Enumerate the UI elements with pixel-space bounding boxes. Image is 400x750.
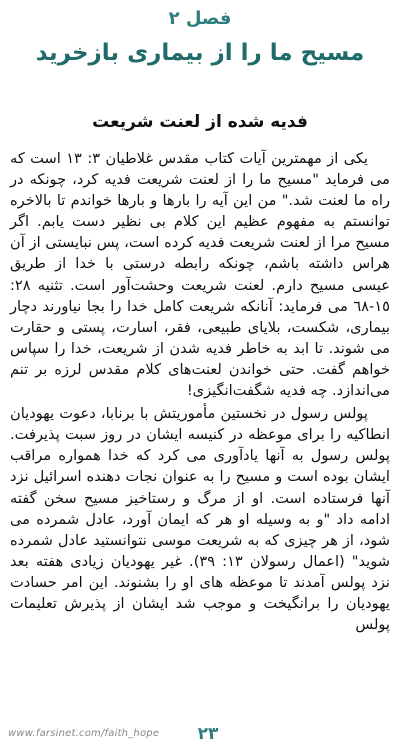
page-number: ٢٣ (197, 724, 219, 744)
footer-url: www.farsinet.com/faith_hope (8, 728, 160, 739)
paragraph-2: پولس رسول در نخستین مأموریتش با برنابا، دعوت یهودیان انطاکیه را برای موعظه در کنیسه ایشان در روز سبت پذیرفت. پولس رسول به آنها یادآوری می کرد که خدا همواره مراقب ایشان بوده است و مسیح را به عنوان نجات دهنده اسرائیل نزد آنها فرستاده است. او از مرگ و رستاخیز مسیح سخن گفته ادامه داد "و به وسیله او هر که ایمان آورد، عادل شمرده می شود، از هر چیزی که به شریعت موسی نتوانستید عادل شمرده شوید" (اعمال رسولان ١٣: ٣٩). غیر یهودیان زیادی هفته بعد نزد پولس آمدند تا موعظه های او را بشنوند. این امر حسادت یهودیان را برانگیخت و موجب شد ایشان از پذیرش تعلیمات پولس (10, 405, 391, 634)
chapter-title: مسیح ما را از بیماری بازخرید (35, 40, 365, 66)
page-footer (8, 724, 392, 746)
body-text (10, 148, 390, 635)
section-heading: فدیه شده از لعنت شریعت (92, 112, 308, 132)
paragraph-1: یکی از مهمترین آیات کتاب مقدس غلاطیان ٣: ١٣ است که می فرماید "مسیح ما را از لعنت شریعت فدیه کرد، چونکه در راه ما لعنت شد." من این آیه را بارها و بارها خواندم تا بالاخره توانستم به مفهوم عظیم این کلام بی نظیر دست یابم. اگر مسیح مرا از لعنت شریعت فدیه کرده است، پس نبایستی از آن هراس داشته باشم، چونکه رابطه درستی با خدا از طریق عیسی مسیح دارم. لعنت شریعت وحشت‌آور است. تثنیه ٢٨: ١٥-٦٨ می فرماید: آنانکه شریعت کامل خدا را بجا نیاورند دچار بیماری، شکست، بلایای طبیعی، فقر، اسارت، پستی و حقارت می شوند. تا ابد به خاطر فدیه شدن از شریعت، خدا را سپاس خواهم گفت. حتی خواندن لعنت‌های کلام مقدس لرزه بر تنم می‌اندازد. چه فدیه شگفت‌انگیزی! (10, 150, 390, 400)
chapter-label: فصل ٢ (168, 8, 232, 29)
